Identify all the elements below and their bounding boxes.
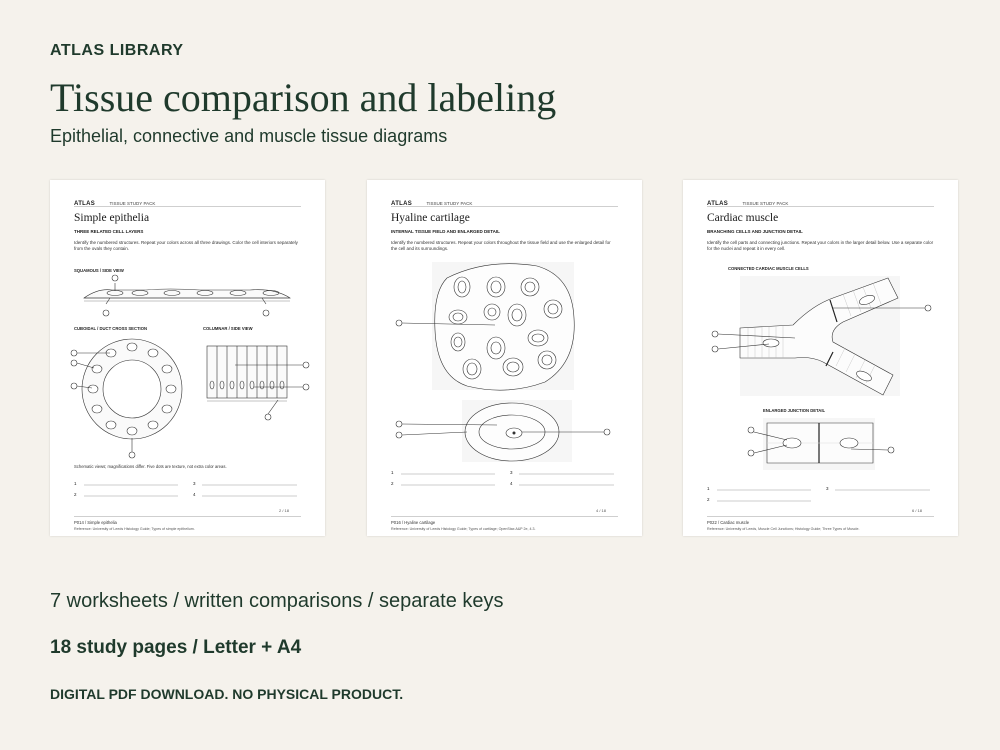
sheet-title: Hyaline cartilage [391,212,470,224]
section-label-squamous: SQUAMOUS / SIDE VIEW [74,268,124,273]
sheet-footer [74,516,301,531]
sheet-reference: Reference: University of Leeds Histology Guide; Types of simple epithelium. [74,527,195,531]
answer-label: 1 [707,486,710,491]
sheet-subtitle: INTERNAL TISSUE FIELD AND ENLARGED DETAIL [391,229,500,234]
answer-label: 3 [510,470,513,475]
digital-notice: DIGITAL PDF DOWNLOAD. NO PHYSICAL PRODUCT. [50,686,404,702]
sheet-pack-label: TISSUE STUDY PACK [109,201,156,206]
worksheet-preview-hyaline-cartilage [367,180,642,536]
sheet-footer [707,516,934,531]
sheet-instructions: Identify the numbered structures. Repeat your colors across all three drawings. Color the cell interiors separately from the ovals they contain. [74,240,298,251]
sheet-note: Schematic views; magnifications differ. Five dots are texture, not extra color areas. [74,464,227,469]
answer-label: 1 [74,481,77,486]
cardiac-diagram [683,180,958,536]
sheet-brand: ATLAS [391,201,413,207]
answer-label: 2 [391,481,394,486]
epithelia-diagram [50,180,325,536]
sheet-title: Simple epithelia [74,212,150,224]
sheet-subtitle: THREE RELATED CELL LAYERS [74,229,144,234]
sheet-code: P014 / Simple epithelia [74,520,117,525]
section-label-junction: ENLARGED JUNCTION DETAIL [763,408,826,413]
answer-label: 3 [193,481,196,486]
answer-label: 2 [74,492,77,497]
sheet-reference: Reference: University of Leeds Histology Guide; Types of cartilage; OpenStax A&P 2e, 4.3. [391,527,536,531]
section-label-columnar: COLUMNAR / SIDE VIEW [203,326,253,331]
sheet-subtitle: BRANCHING CELLS AND JUNCTION DETAIL [707,229,803,234]
cartilage-diagram [367,180,642,536]
sheet-pack-label: TISSUE STUDY PACK [742,201,789,206]
sheet-code: P022 / Cardiac muscle [707,520,750,525]
answer-label: 3 [826,486,829,491]
answer-label: 4 [510,481,513,486]
sheet-footer [391,516,618,531]
answer-label: 2 [707,497,710,502]
page-count-format: 18 study pages / Letter + A4 [50,637,302,658]
sheet-instructions: Identify the cell parts and connecting junctions. Repeat your colors in the larger detail below. Use a separate color for the nuclei and repeat it in every cell. [707,240,934,251]
worksheet-preview-cardiac-muscle [683,180,958,536]
answer-label: 1 [391,470,394,475]
page-subtitle: Epithelial, connective and muscle tissue diagrams [50,126,448,146]
brand-label: ATLAS LIBRARY [50,42,184,59]
page-title: Tissue comparison and labeling [50,75,557,120]
sheet-brand: ATLAS [707,201,729,207]
sheet-pack-label: TISSUE STUDY PACK [426,201,473,206]
sheet-code: P016 / Hyaline cartilage [391,520,436,525]
sheet-reference: Reference: University of Leeds, Muscle Cell Junctions; Histology Guide; Three Types of Muscle. [707,527,860,531]
sheet-brand: ATLAS [74,201,96,207]
section-label-connected-cells: CONNECTED CARDIAC MUSCLE CELLS [728,266,809,271]
sheet-title: Cardiac muscle [707,212,779,224]
page-number: 2 / 18 [278,508,289,513]
answer-label: 4 [193,492,196,497]
product-summary: 7 worksheets / written comparisons / separate keys [50,590,504,612]
page-number: 4 / 18 [595,508,606,513]
worksheet-preview-simple-epithelia [50,180,325,536]
page-number: 6 / 18 [911,508,922,513]
section-label-cuboidal: CUBOIDAL / DUCT CROSS SECTION [74,326,147,331]
sheet-instructions: Identify the numbered structures. Repeat your colors throughout the tissue field and use the enlarged detail for the cell and its surroundings. [391,240,611,251]
